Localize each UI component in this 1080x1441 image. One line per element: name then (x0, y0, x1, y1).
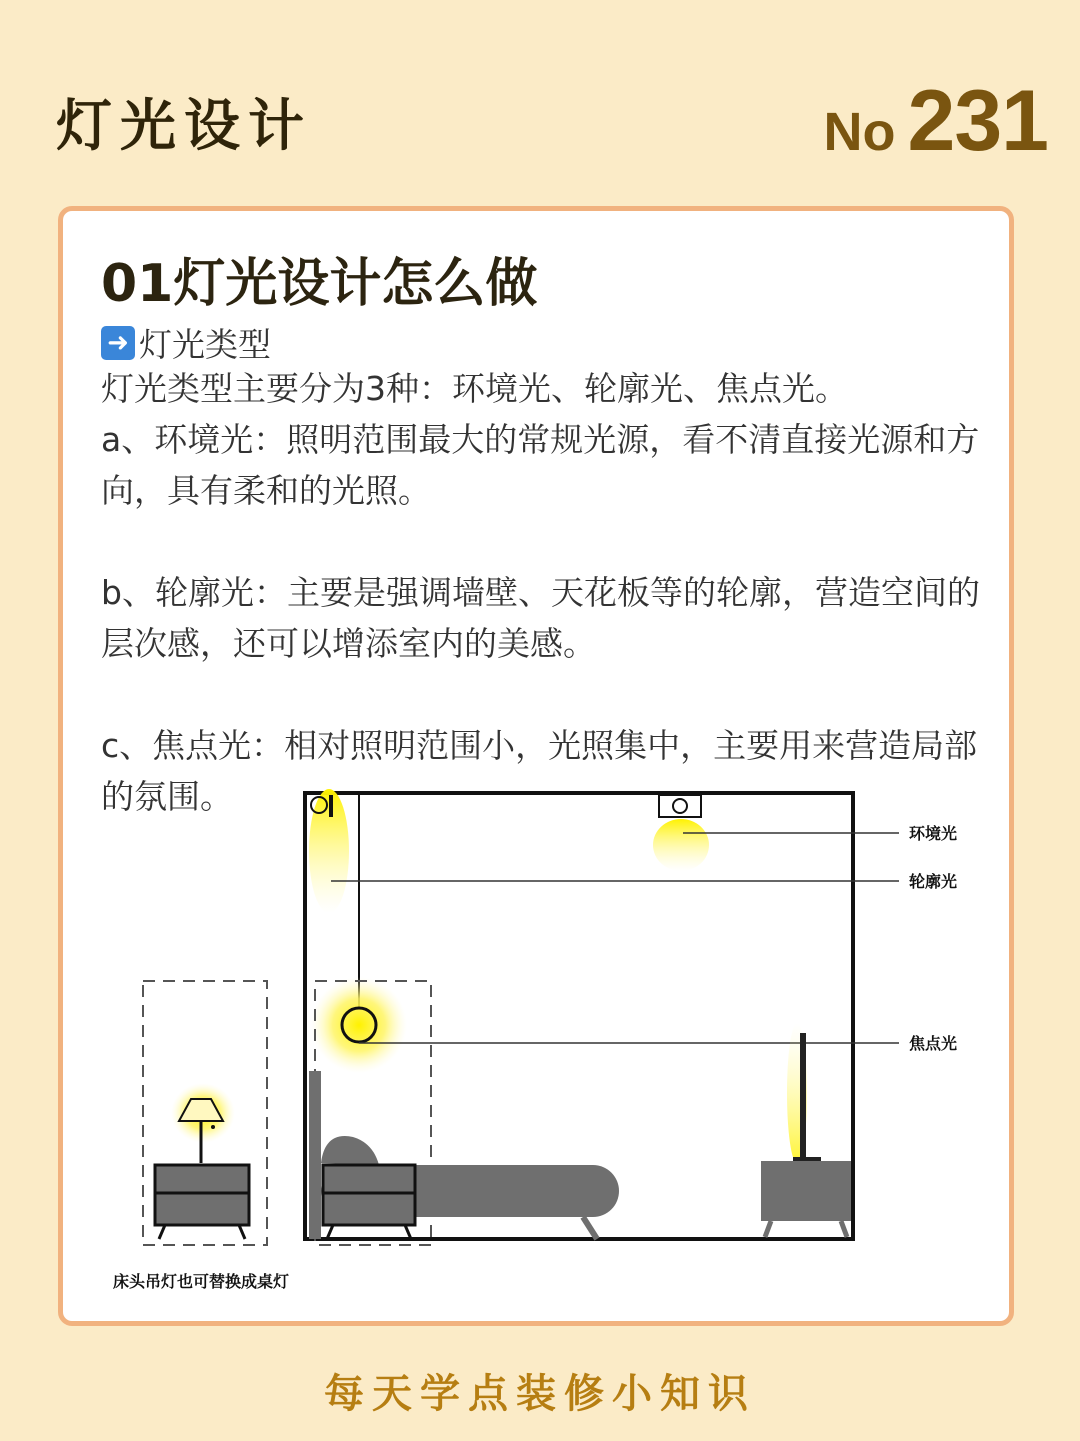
section-heading-text: 灯光类型 (139, 325, 271, 364)
body-text (101, 363, 981, 822)
paragraph-intro: 灯光类型主要分为3种：环境光、轮廓光、焦点光。 (101, 369, 848, 408)
issue-number (824, 72, 1048, 171)
paragraph-focal: c、焦点光：相对照明范围小，光照集中，主要用来营造局部的氛围。 (101, 726, 978, 816)
pendant-light-glow (311, 977, 407, 1073)
right-arrow-icon: ➜ (101, 326, 135, 360)
label-focal: 焦点光 (909, 1034, 958, 1053)
label-ambient: 环境光 (909, 824, 958, 843)
nightstand-right (323, 1165, 415, 1225)
lighting-diagram (63, 781, 1009, 1321)
tv (800, 1033, 806, 1157)
issue-value: 231 (907, 73, 1048, 169)
paragraph-contour: b、轮廓光：主要是强调墙壁、天花板等的轮廓，营造空间的层次感，还可以增添室内的美感。 (101, 573, 980, 663)
footer-slogan: 每天学点装修小知识 (324, 1371, 756, 1417)
label-contour: 轮廓光 (909, 872, 958, 891)
bed-headboard (309, 1071, 321, 1239)
ambient-light-glow (653, 819, 709, 871)
issue-label: No (823, 102, 896, 162)
card-title: 01灯光设计怎么做 (101, 254, 538, 314)
nightstand-left (155, 1165, 249, 1225)
page-title: 灯光设计 (56, 94, 312, 159)
section-heading (101, 319, 271, 366)
tv-cabinet (761, 1161, 851, 1221)
paragraph-ambient: a、环境光：照明范围最大的常规光源，看不清直接光源和方向，具有柔和的光照。 (101, 420, 980, 510)
diagram-caption: 床头吊灯也可替换成桌灯 (113, 1272, 290, 1291)
bed-pillow (321, 1136, 379, 1165)
content-card (58, 206, 1014, 1326)
